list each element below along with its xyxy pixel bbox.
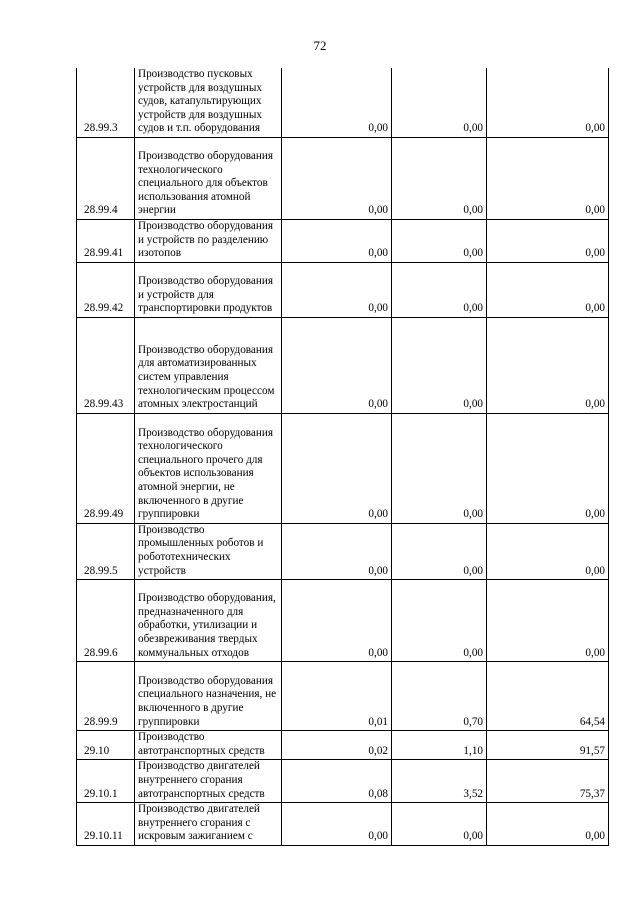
row-name: Производство двигателей внутреннего сгорания автотранспортных средств <box>135 760 282 803</box>
row-value-1: 0,08 <box>282 760 392 803</box>
row-value-1: 0,01 <box>282 662 392 731</box>
table-row <box>77 580 609 662</box>
row-code: 28.99.3 <box>77 68 135 137</box>
row-value-1: 0,00 <box>282 317 392 413</box>
table-row <box>77 413 609 523</box>
row-name: Производство промышленных роботов и робототехнических устройств <box>135 523 282 579</box>
row-name: Производство двигателей внутреннего сгорания с искровым зажиганием с <box>135 803 282 846</box>
row-name: Производство оборудования и устройств по разделению изотопов <box>135 219 282 262</box>
row-value-3: 0,00 <box>487 317 609 413</box>
row-name: Производство оборудования технологического специального прочего для объектов использования атомной энергии, не включенного в другие группировки <box>135 413 282 523</box>
row-name: Производство оборудования и устройств для транспортировки продуктов <box>135 262 282 317</box>
row-value-3: 0,00 <box>487 219 609 262</box>
row-value-2: 1,10 <box>392 731 487 760</box>
row-value-3: 0,00 <box>487 262 609 317</box>
row-value-3: 0,00 <box>487 413 609 523</box>
row-value-2: 0,00 <box>392 219 487 262</box>
row-value-2: 0,00 <box>392 523 487 579</box>
row-value-2: 3,52 <box>392 760 487 803</box>
table-row <box>77 219 609 262</box>
row-code: 29.10 <box>77 731 135 760</box>
row-code: 28.99.41 <box>77 219 135 262</box>
row-value-1: 0,00 <box>282 413 392 523</box>
row-name: Производство автотранспортных средств <box>135 731 282 760</box>
row-code: 28.99.5 <box>77 523 135 579</box>
row-code: 28.99.43 <box>77 317 135 413</box>
row-value-3: 91,57 <box>487 731 609 760</box>
row-value-2: 0,00 <box>392 262 487 317</box>
row-value-1: 0,00 <box>282 580 392 662</box>
table-row <box>77 731 609 760</box>
row-code: 28.99.6 <box>77 580 135 662</box>
okved-table <box>76 68 609 846</box>
table-row <box>77 523 609 579</box>
row-value-2: 0,00 <box>392 580 487 662</box>
row-code: 28.99.9 <box>77 662 135 731</box>
row-name: Производство оборудования технологического специального для объектов использования атомной энергии <box>135 137 282 219</box>
row-value-1: 0,00 <box>282 137 392 219</box>
table-row <box>77 803 609 846</box>
row-name: Производство оборудования для автоматизированных систем управления технологическим процессом атомных электростанций <box>135 317 282 413</box>
table-row <box>77 317 609 413</box>
row-value-3: 0,00 <box>487 523 609 579</box>
row-name: Производство оборудования, предназначенного для обработки, утилизации и обезвреживания твердых коммунальных отходов <box>135 580 282 662</box>
table-row <box>77 68 609 137</box>
page-number: 72 <box>313 38 327 53</box>
row-value-1: 0,00 <box>282 523 392 579</box>
row-value-3: 64,54 <box>487 662 609 731</box>
row-value-2: 0,00 <box>392 413 487 523</box>
row-value-3: 0,00 <box>487 803 609 846</box>
row-value-2: 0,00 <box>392 68 487 137</box>
row-name: Производство оборудования специального назначения, не включенного в другие группировки <box>135 662 282 731</box>
row-name: Производство пусковых устройств для воздушных судов, катапультирующих устройств для воздушных судов и т.п. оборудования <box>135 68 282 137</box>
row-value-3: 0,00 <box>487 68 609 137</box>
row-code: 29.10.1 <box>77 760 135 803</box>
table-row <box>77 662 609 731</box>
row-value-2: 0,00 <box>392 137 487 219</box>
row-code: 28.99.42 <box>77 262 135 317</box>
row-value-2: 0,70 <box>392 662 487 731</box>
row-code: 29.10.11 <box>77 803 135 846</box>
table-row <box>77 760 609 803</box>
row-value-1: 0,00 <box>282 68 392 137</box>
row-value-1: 0,00 <box>282 219 392 262</box>
row-code: 28.99.4 <box>77 137 135 219</box>
table-row <box>77 137 609 219</box>
table-row <box>77 262 609 317</box>
row-value-1: 0,02 <box>282 731 392 760</box>
row-value-2: 0,00 <box>392 803 487 846</box>
row-code: 28.99.49 <box>77 413 135 523</box>
row-value-3: 0,00 <box>487 137 609 219</box>
row-value-1: 0,00 <box>282 803 392 846</box>
row-value-3: 75,37 <box>487 760 609 803</box>
row-value-3: 0,00 <box>487 580 609 662</box>
row-value-1: 0,00 <box>282 262 392 317</box>
row-value-2: 0,00 <box>392 317 487 413</box>
